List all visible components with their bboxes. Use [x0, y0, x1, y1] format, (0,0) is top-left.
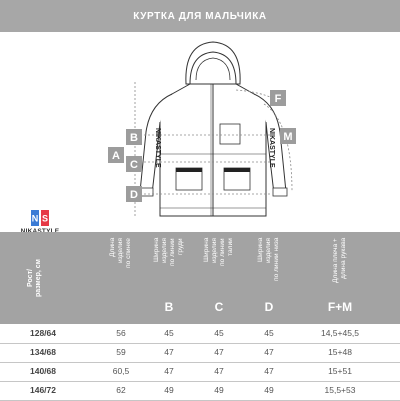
- page-title: КУРТКА ДЛЯ МАЛЬЧИКА: [133, 10, 267, 22]
- cell-size: 140/68: [30, 366, 56, 376]
- jacket-hood: [186, 42, 240, 84]
- jacket-diagram: [0, 32, 400, 232]
- cell-size: 128/64: [30, 328, 56, 338]
- table-row: [0, 324, 400, 344]
- cell-a: 56: [116, 328, 126, 338]
- cell-fm: 15+48: [328, 347, 352, 357]
- label-a: [108, 147, 124, 163]
- svg-text:C: C: [130, 159, 138, 171]
- label-b: [126, 129, 142, 145]
- cell-fm: 15,5+53: [324, 385, 356, 395]
- cell-b: 47: [164, 347, 174, 357]
- cell-b: 49: [164, 385, 174, 395]
- cell-a: 60,5: [112, 366, 130, 376]
- table-row: [0, 362, 400, 382]
- header-d: [244, 232, 294, 324]
- header-b: [144, 232, 194, 324]
- cell-fm: 14,5+45,5: [320, 328, 360, 338]
- cell-c: 45: [214, 328, 224, 338]
- ns-logo-icon: [31, 210, 49, 226]
- header-c-text: Ширина изделия по линии талии: [203, 238, 234, 266]
- header-d-text: Ширина изделия по линии низа: [257, 238, 280, 282]
- cell-d: 47: [264, 347, 274, 357]
- header-fm-letter: F+M: [327, 300, 353, 314]
- header-b-letter: B: [164, 300, 174, 314]
- svg-text:F: F: [274, 93, 282, 105]
- chest-pocket: [220, 124, 240, 144]
- cell-c: 47: [214, 366, 224, 376]
- cell-d: 49: [264, 385, 274, 395]
- cell-c: 47: [214, 347, 224, 357]
- size-table: [0, 232, 400, 400]
- header-d-letter: D: [264, 300, 274, 314]
- table-row: [0, 381, 400, 401]
- svg-text:B: B: [130, 132, 138, 144]
- header-fm-text: Длина плеча + длина рукава: [332, 238, 347, 283]
- cell-size: 146/72: [30, 385, 56, 395]
- label-c: [126, 156, 142, 172]
- header-b-text: Ширина изделия по линии груди: [153, 238, 184, 266]
- table-header: [0, 232, 400, 324]
- cell-size: 134/68: [30, 347, 56, 357]
- header-a: [96, 232, 146, 324]
- svg-text:A: A: [112, 150, 120, 162]
- cell-d: 47: [264, 366, 274, 376]
- title-bar: [0, 0, 400, 32]
- label-f: [270, 90, 286, 106]
- svg-text:N: N: [31, 213, 39, 224]
- sleeve-print-left: NIKASTYLE: [154, 128, 161, 168]
- cell-a: 59: [116, 347, 126, 357]
- header-c-letter: C: [214, 300, 224, 314]
- label-m: [280, 128, 296, 144]
- svg-text:M: M: [283, 131, 293, 143]
- cell-a: 62: [116, 385, 126, 395]
- table-row: [0, 343, 400, 363]
- header-size-text: Рост/ размер, см: [27, 259, 42, 297]
- cell-c: 49: [214, 385, 224, 395]
- svg-text:S: S: [41, 213, 49, 224]
- cell-d: 45: [264, 328, 274, 338]
- cell-fm: 15+51: [328, 366, 352, 376]
- header-c: [194, 232, 244, 324]
- header-size: [0, 232, 70, 324]
- cell-b: 45: [164, 328, 174, 338]
- header-a-text: Длина изделия по спинке: [109, 238, 132, 268]
- header-fm: [300, 232, 380, 324]
- svg-text:D: D: [130, 189, 138, 201]
- cell-b: 47: [164, 366, 174, 376]
- label-d: [126, 186, 142, 202]
- sleeve-print-right: NIKASTYLE: [268, 128, 275, 168]
